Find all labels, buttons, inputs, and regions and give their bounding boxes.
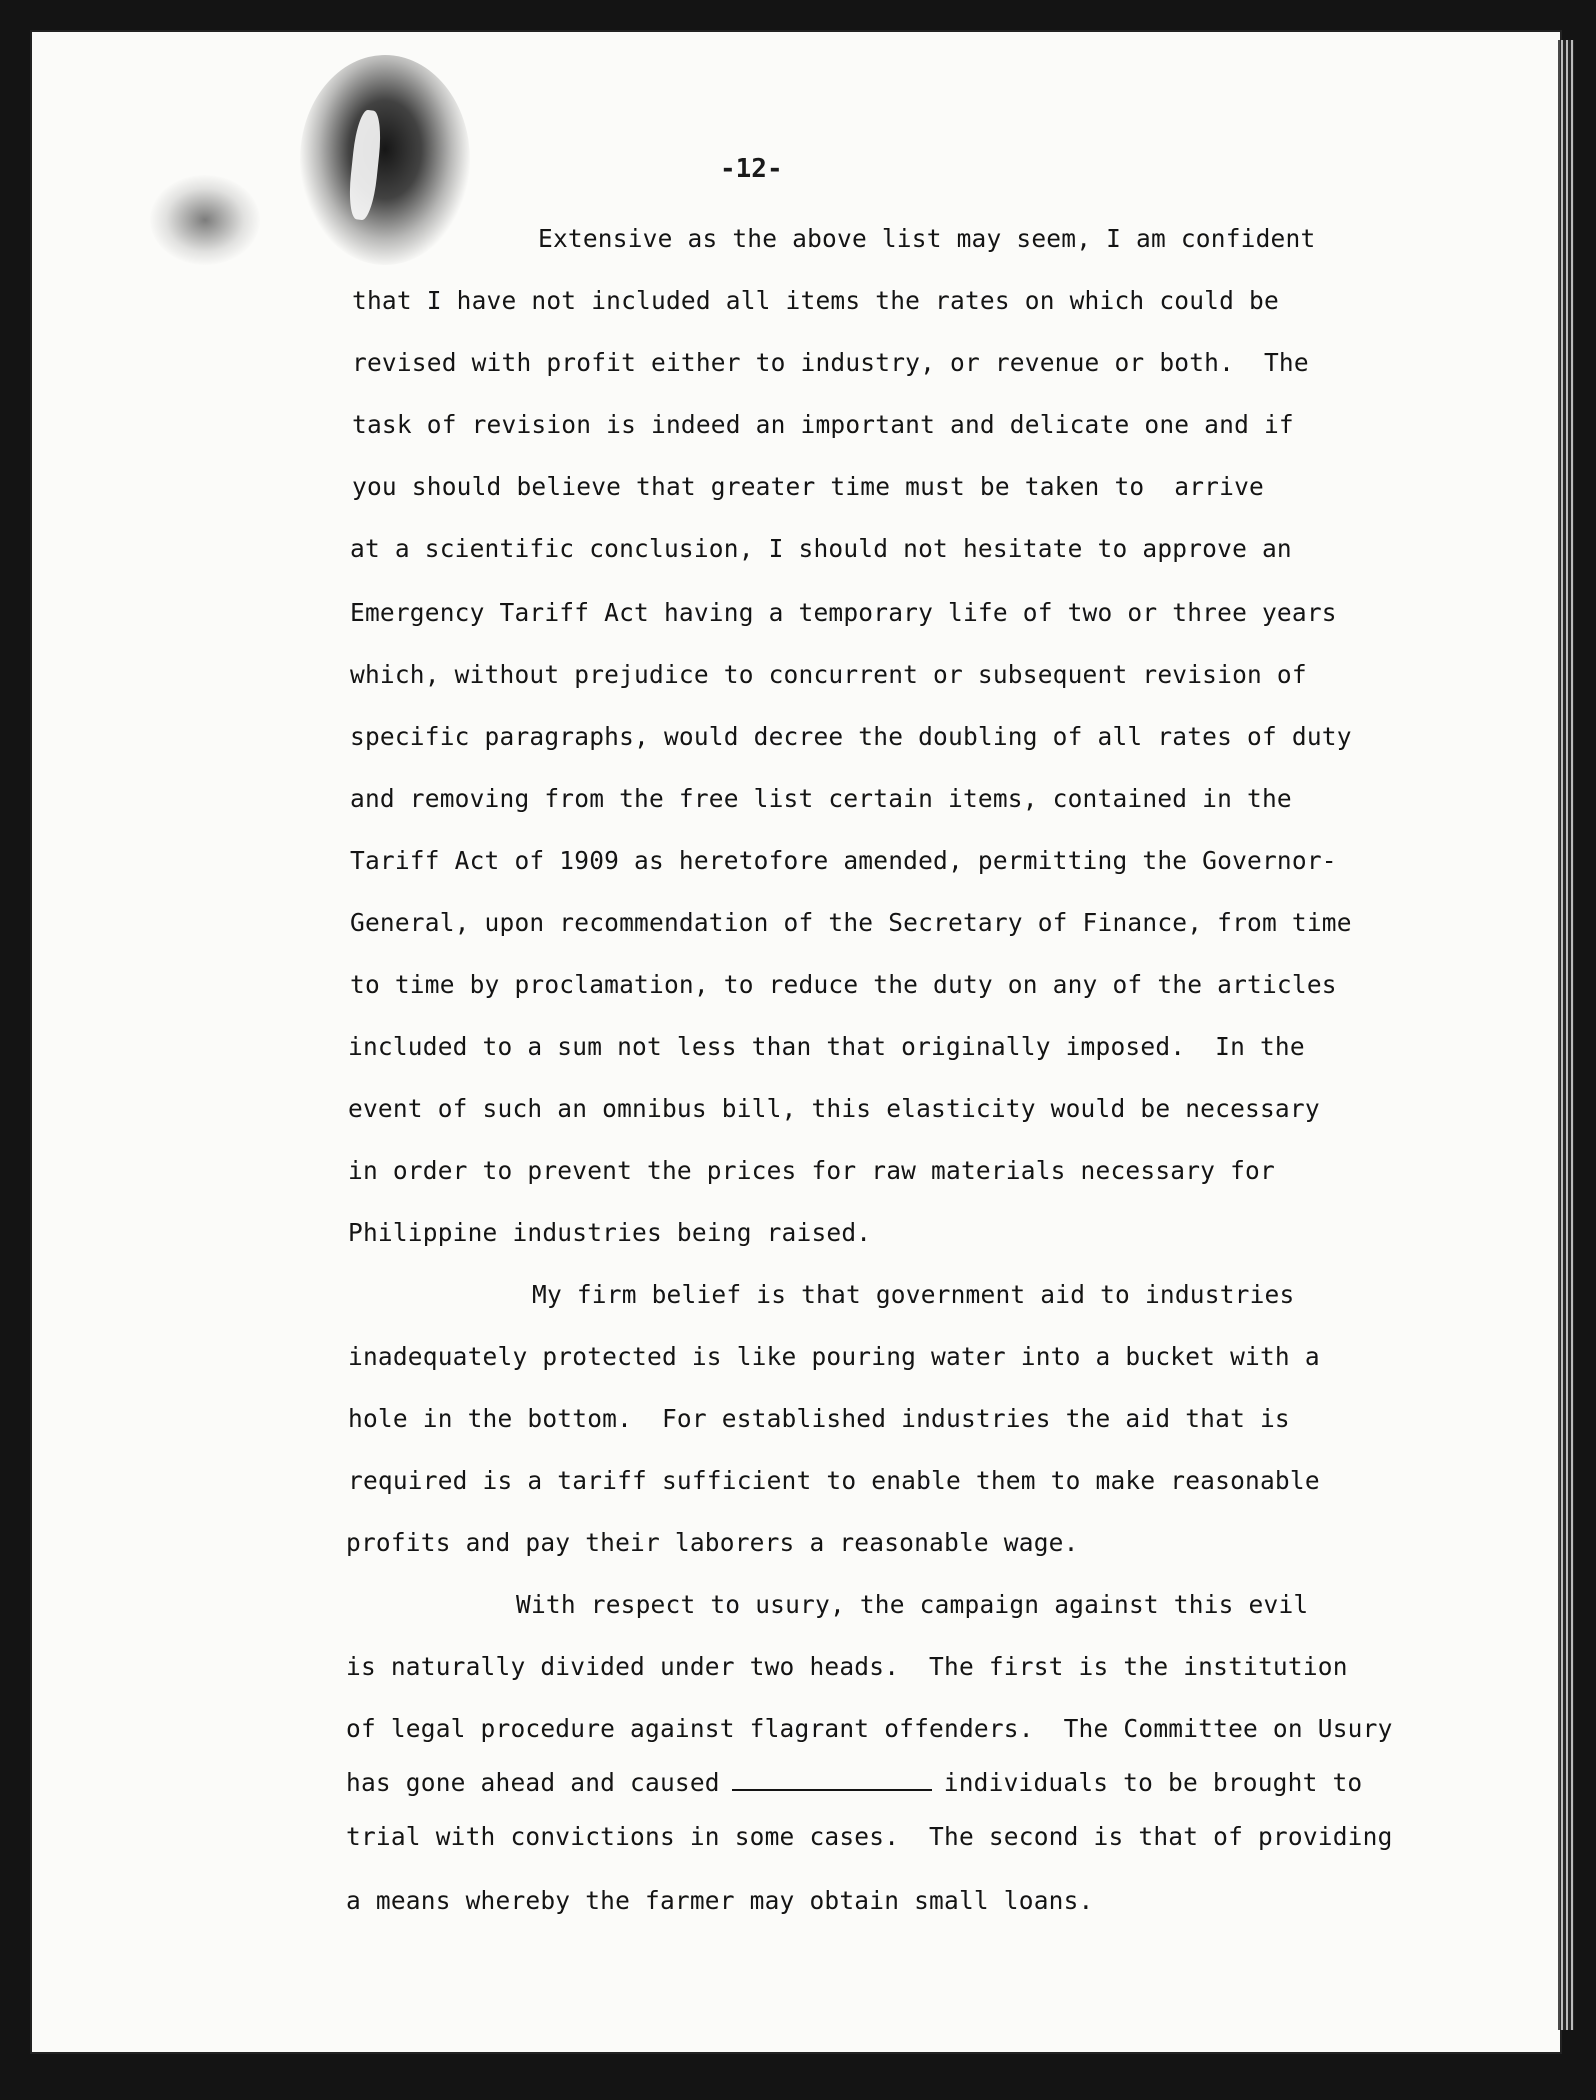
text-line: included to a sum not less than that originally imposed. In the — [348, 1032, 1305, 1061]
text-line: of legal procedure against flagrant offenders. The Committee on Usury — [346, 1714, 1393, 1743]
text-line: required is a tariff sufficient to enable them to make reasonable — [348, 1466, 1320, 1495]
text-line: to time by proclamation, to reduce the duty on any of the articles — [350, 970, 1337, 999]
blank-line-before: has gone ahead and caused — [346, 1768, 720, 1797]
text-line: revised with profit either to industry, or revenue or both. The — [352, 348, 1309, 377]
page-number: -12- — [720, 154, 783, 184]
text-line: at a scientific conclusion, I should not hesitate to approve an — [350, 534, 1292, 563]
text-line: Extensive as the above list may seem, I am confident — [538, 224, 1316, 253]
text-line: and removing from the free list certain items, contained in the — [350, 784, 1292, 813]
blank-line — [346, 1768, 1362, 1797]
text-line: hole in the bottom. For established industries the aid that is — [348, 1404, 1290, 1433]
text-line: that I have not included all items the rates on which could be — [352, 286, 1279, 315]
text-line: trial with convictions in some cases. The second is that of providing — [346, 1822, 1393, 1851]
text-line: Philippine industries being raised. — [348, 1218, 872, 1247]
text-line: you should believe that greater time must be taken to arrive — [352, 472, 1264, 501]
page-edge — [1558, 40, 1574, 2030]
blank-line-after: individuals to be brought to — [943, 1768, 1363, 1797]
text-line: which, without prejudice to concurrent or subsequent revision of — [350, 660, 1307, 689]
text-line: With respect to usury, the campaign against this evil — [516, 1590, 1309, 1619]
text-line: My firm belief is that government aid to industries — [532, 1280, 1295, 1309]
text-line: Tariff Act of 1909 as heretofore amended, permitting the Governor- — [350, 846, 1337, 875]
text-line: profits and pay their laborers a reasonable wage. — [346, 1528, 1079, 1557]
text-line: task of revision is indeed an important and delicate one and if — [352, 410, 1294, 439]
text-line: a means whereby the farmer may obtain small loans. — [346, 1886, 1094, 1915]
text-line: is naturally divided under two heads. The first is the institution — [346, 1652, 1348, 1681]
fill-in-blank — [732, 1769, 932, 1791]
ink-smudge-small — [150, 175, 260, 265]
text-line: in order to prevent the prices for raw materials necessary for — [348, 1156, 1275, 1185]
text-line: inadequately protected is like pouring water into a bucket with a — [348, 1342, 1320, 1371]
text-line: General, upon recommendation of the Secretary of Finance, from time — [350, 908, 1352, 937]
text-line: event of such an omnibus bill, this elasticity would be necessary — [348, 1094, 1320, 1123]
text-line: Emergency Tariff Act having a temporary life of two or three years — [350, 598, 1337, 627]
text-line: specific paragraphs, would decree the doubling of all rates of duty — [350, 722, 1352, 751]
